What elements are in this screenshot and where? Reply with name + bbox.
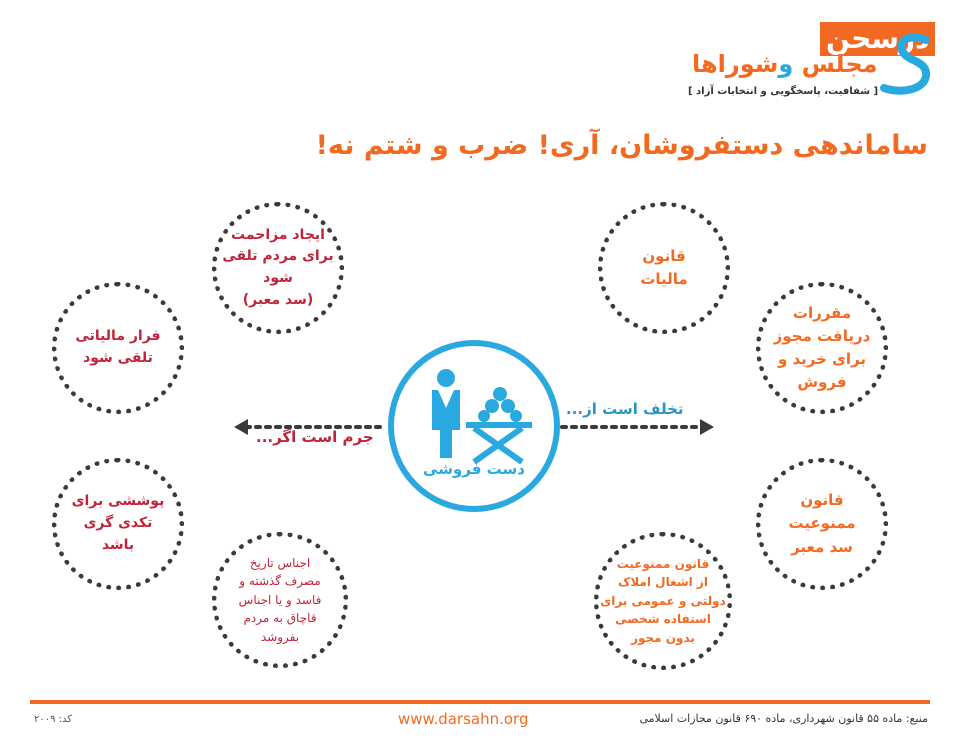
circle-line: قاچاق به مردم — [243, 611, 317, 626]
left-circle-top — [212, 202, 344, 334]
footer-url-link[interactable]: www.darsahn.org — [398, 710, 529, 728]
circle-line: (سد معبر) — [242, 291, 314, 308]
circle-line: قانون ممنوعیت — [616, 556, 710, 571]
left-arrowhead-icon — [234, 419, 248, 435]
circle-line: شود — [263, 270, 293, 286]
right-circle-upper — [756, 282, 888, 414]
circle-line: بفروشد — [260, 629, 300, 644]
circle-line: فاسد و یا اجناس — [238, 592, 322, 607]
circle-line: بدون مجوز — [631, 630, 695, 645]
circle-line: دولتی و عمومی برای — [600, 593, 726, 608]
circle-line: برای مردم تلقی — [222, 248, 334, 265]
street-vendor-icon — [412, 366, 536, 466]
left-circle-lower — [52, 458, 184, 590]
footer-code: کد: ۲۰۰۹ — [34, 714, 73, 725]
logo-brand: درسحن — [820, 22, 935, 56]
circle-line: مقررات — [792, 303, 852, 322]
circle-line: از اشغال املاک — [618, 575, 708, 590]
circle-line: قانون — [642, 246, 686, 265]
circle-line: مالیات — [640, 270, 688, 288]
logo-subtitle-accent: و — [778, 50, 794, 78]
circle-line: فرار مالیاتی — [75, 328, 161, 345]
center-label: دست فروشی — [423, 460, 525, 478]
circle-line: فروش — [797, 373, 847, 392]
logo-subtitle-part2: شوراها — [692, 50, 779, 78]
circle-line: پوششی برای — [71, 493, 165, 510]
circle-line: ایجاد مزاحمت — [231, 226, 325, 243]
circle-line: استفاده شخصی — [615, 612, 711, 627]
circle-line: قانون — [800, 491, 844, 510]
circle-line: تلقی شود — [83, 350, 153, 366]
circle-line: مصرف گذشته و — [239, 574, 321, 589]
circle-line: تکدی گری — [83, 515, 153, 532]
left-circle-upper — [52, 282, 184, 414]
left-circle-bottom — [212, 532, 348, 668]
circle-line: برای خرید و — [777, 350, 867, 368]
circle-line: سد معبر — [791, 537, 853, 556]
logo-subtitle-part1: مجلس — [793, 50, 878, 78]
footer-divider — [30, 700, 930, 704]
circle-line: اجناس تاریخ — [249, 555, 311, 570]
left-arrow-label: جرم است اگر... — [256, 428, 374, 446]
circle-line: ممنوعیت — [788, 514, 856, 533]
right-circle-bottom — [594, 532, 732, 670]
right-arrowhead-icon — [700, 419, 714, 435]
right-circle-top — [598, 202, 730, 334]
footer-source: منبع: ماده ۵۵ قانون شهرداری، ماده ۶۹۰ قانون مجازات اسلامی — [639, 712, 928, 725]
page-title: ساماندهی دستفروشان، آری! ضرب و شتم نه! — [315, 130, 928, 161]
circle-line: دریافت مجوز — [773, 326, 871, 345]
right-arrow-label: تخلف است از... — [566, 400, 684, 418]
circle-line: باشد — [101, 536, 135, 553]
right-circle-lower — [756, 458, 888, 590]
logo-tagline: [ شفافیت، پاسخگویی و انتخابات آزاد ] — [688, 86, 879, 97]
